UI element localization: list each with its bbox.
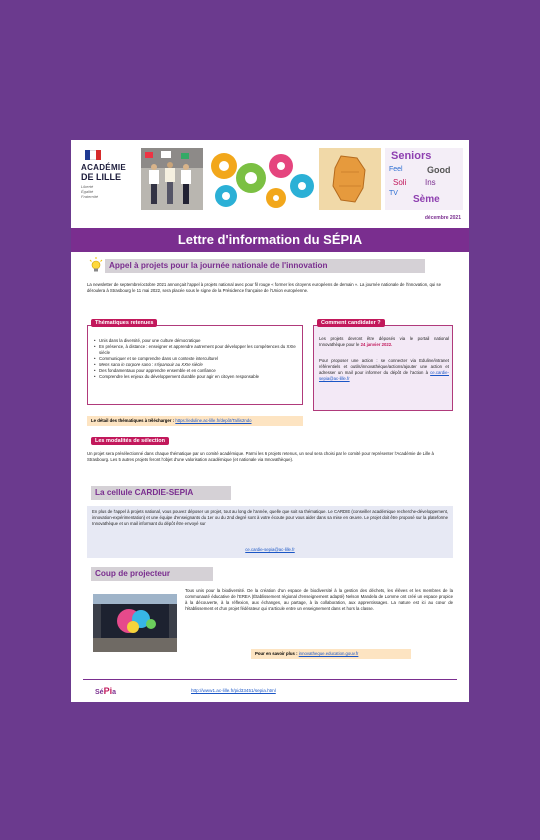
list-item: • Unis dans la diversité, pour une culture démocratique: [94, 338, 300, 344]
photo-gears: [206, 148, 316, 210]
cardie-email-row: [92, 547, 448, 553]
logo-motto: Liberté Égalité Fraternité: [81, 184, 99, 199]
deadline-date: 24 janvier 2022.: [360, 342, 393, 347]
more-band: [251, 649, 411, 659]
apply-instructions: Pour proposer une action : se connecter via Eduline/intranet référentiels et outils/innovathèque/actions/ajouter une action et adresser un mail pour informer du dépôt de l'action à ce.cardie-sepia@ac-lille.fr: [319, 358, 450, 381]
newsletter-page: [71, 140, 469, 702]
wordcloud-word: Good: [427, 165, 451, 175]
photo-wordcloud: [385, 148, 463, 210]
footer: [71, 676, 469, 702]
apply-box: [313, 325, 453, 411]
apply-box-title: Comment candidater ?: [317, 319, 385, 327]
cardie-box: [87, 506, 453, 558]
logo-line1: ACADÉMIE: [81, 163, 127, 172]
themes-box-title: Thématiques retenues: [91, 319, 157, 327]
cardie-email-link[interactable]: ce.cardie-sepia@ac-lille.fr: [319, 370, 450, 381]
footer-url[interactable]: http://www1.ac-lille.fr/pid33451/sepia.html: [191, 688, 276, 693]
more-label: Pour en savoir plus :: [255, 651, 298, 656]
wordcloud-word: Seniors: [391, 150, 432, 162]
footer-divider: [83, 679, 457, 680]
sepia-logo: SéPia: [95, 686, 116, 696]
apply-deadline: Les projets devront être déposés via le portail national Innovathèque pour le 24 janvier 2022.: [319, 336, 449, 347]
cardie-email-link-2[interactable]: ce.cardie-sepia@ac-lille.fr: [245, 547, 295, 552]
section-title-spotlight: Coup de projecteur: [91, 567, 213, 581]
spotlight-paragraph: Tous unis pour la biodiversité. De la création d'un espace de biodiversité à la gestion des déchets, les élèves et les membres de la communauté éducative de l'EREA (Établissement régional d'enseignement adapté) Nelson Mandela de Lomme ont créé un espace propice à la découverte, à la réflexion, aux échanges, au partage, à la collaboration, aux apprentissages. La nature est ici au cœur de l'établissement et d'un projet fédérateur qui s'articule entre un enseignement dans et hors la classe.: [185, 588, 453, 611]
lightbulb-icon: [89, 257, 103, 273]
wordcloud-word: Feel: [389, 166, 403, 173]
academie-logo: [81, 150, 135, 210]
logo-line2: DE LILLE: [81, 172, 121, 182]
list-item: • Mens sana in corpore sano : s'épanouir au XXIe siècle: [94, 362, 300, 368]
photo-mural: [93, 594, 177, 652]
more-link[interactable]: innovatheque.education.gouv.fr: [298, 651, 359, 656]
selection-title: Les modalités de sélection: [91, 437, 169, 445]
section-title-appel: Appel à projets pour la journée nationale de l'innovation: [105, 259, 425, 273]
download-link[interactable]: https://eduline.ac-lille.fr/depôt/Tallis2ndo: [175, 418, 252, 423]
photo-map: [319, 148, 381, 210]
french-flag-icon: [85, 150, 101, 160]
header: [71, 140, 469, 224]
themes-box: [87, 325, 303, 405]
list-item: • Des fondamentaux pour apprendre ensemble et en confiance: [94, 368, 300, 374]
wordcloud-word: Soli: [393, 178, 407, 187]
list-item: • Communiquer et se comprendre dans un contexte interculturel: [94, 356, 300, 362]
wordcloud-word: TV: [389, 190, 398, 197]
cardie-paragraph: En plus de l'appel à projets national, vous pouvez déposer un projet, tout au long de l'année, quelle que soit sa thématique. Le CARDIE (conseiller académique recherche-développement, innovation-expérimentation) et une équipe d'enseignants du 1er ou du 2nd degré sont à votre écoute pour vous aider dans sa mise en œuvre. Le projet doit être proposé sur la plateforme Innovathèque et un mail informant du dépôt être envoyé sur: [92, 509, 448, 526]
intro-paragraph: La newsletter de septembre/octobre 2021 annonçait l'appel à projets national avec pour fil rouge « former les citoyens européens de demain ». La journée nationale de l'innovation, qui se déroulera à Strasbourg le 11 mai 2022, sera placée sous le signe de la Présidence française de l'Union européenne.: [87, 282, 441, 293]
section-title-cardie: La cellule CARDIE-SEPIA: [91, 486, 231, 500]
list-item: • En présence, à distance : enseigner et apprendre autrement pour développer les compétences du XXIe siècle: [94, 344, 300, 356]
wordcloud-word: Ins: [425, 178, 436, 187]
photo-students: [141, 148, 203, 210]
wordcloud-word: Sème: [413, 194, 440, 205]
selection-paragraph: Un projet sera présélectionné dans chaque thématique par un comité académique. Parmi les 6 projets retenus, un seul sera choisi par le comité pour représenter l'Académie de Lille à Strasbourg. Les 5 autres projets feront l'objet d'une valorisation académique (et nationale via Innovathèque).: [87, 451, 434, 462]
list-item: • Comprendre les enjeux du développement durable pour agir en citoyen responsable: [94, 374, 300, 380]
download-label: Le détail des thématiques à télécharger :: [91, 418, 175, 423]
download-band: [87, 416, 303, 426]
newsletter-title: Lettre d'information du SÉPIA: [71, 228, 469, 252]
themes-list: [94, 338, 300, 380]
issue-date: décembre 2021: [424, 215, 461, 221]
